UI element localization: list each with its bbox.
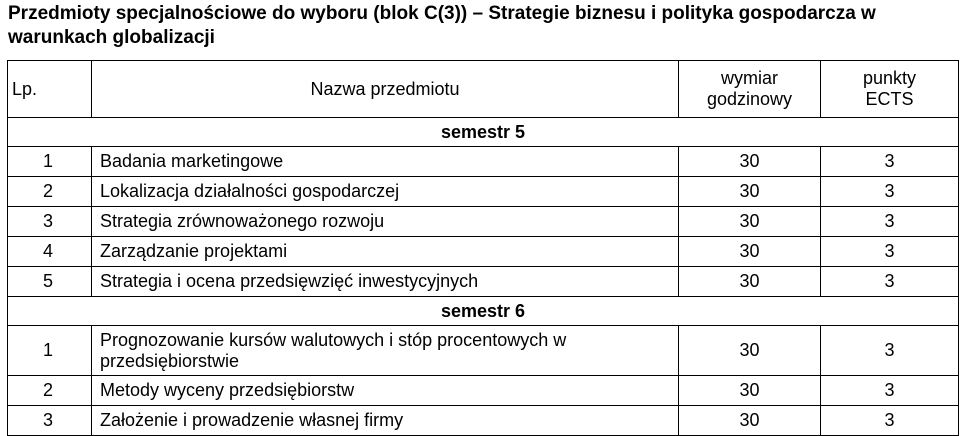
course-lp: 3 xyxy=(8,207,92,237)
course-lp: 5 xyxy=(8,267,92,297)
table-row xyxy=(8,326,959,376)
table-header-row xyxy=(8,61,959,118)
header-name: Nazwa przedmiotu xyxy=(92,61,679,118)
course-ects: 3 xyxy=(821,207,959,237)
page-title: Przedmioty specjalnościowe do wyboru (blok C(3)) – Strategie biznesu i polityka gospodarcza w warunkach globalizacji xyxy=(8,3,876,48)
course-lp: 2 xyxy=(8,177,92,207)
course-ects: 3 xyxy=(821,376,959,406)
table-row xyxy=(8,406,959,436)
course-name-line2: przedsiębiorstwie xyxy=(100,350,240,371)
header-ects-line2: ECTS xyxy=(865,89,914,109)
table-row xyxy=(8,177,959,207)
header-hours xyxy=(679,61,821,118)
course-name: Badania marketingowe xyxy=(92,147,679,177)
table-row xyxy=(8,376,959,406)
course-name-line1: Prognozowanie kursów walutowych i stóp procentowych w xyxy=(100,329,567,350)
course-ects: 3 xyxy=(821,147,959,177)
course-lp: 3 xyxy=(8,406,92,436)
course-hours: 30 xyxy=(679,376,821,406)
table-row xyxy=(8,237,959,267)
course-name: Zarządzanie projektami xyxy=(92,237,679,267)
table-row xyxy=(8,207,959,237)
course-lp: 1 xyxy=(8,326,92,376)
semester-label: semestr 5 xyxy=(8,118,959,147)
course-hours: 30 xyxy=(679,147,821,177)
courses-table xyxy=(7,60,959,436)
course-hours: 30 xyxy=(679,326,821,376)
course-name: Lokalizacja działalności gospodarczej xyxy=(92,177,679,207)
course-hours: 30 xyxy=(679,237,821,267)
course-ects: 3 xyxy=(821,237,959,267)
course-hours: 30 xyxy=(679,267,821,297)
table-row xyxy=(8,267,959,297)
header-hours-line2: godzinowy xyxy=(706,89,793,109)
table-row xyxy=(8,147,959,177)
course-name xyxy=(92,326,679,376)
course-lp: 1 xyxy=(8,147,92,177)
header-hours-line1: wymiar xyxy=(721,68,778,88)
course-hours: 30 xyxy=(679,177,821,207)
course-lp: 2 xyxy=(8,376,92,406)
course-lp: 4 xyxy=(8,237,92,267)
header-ects xyxy=(821,61,959,118)
course-ects: 3 xyxy=(821,177,959,207)
course-name: Metody wyceny przedsiębiorstw xyxy=(92,376,679,406)
course-name: Założenie i prowadzenie własnej firmy xyxy=(92,406,679,436)
semester-row xyxy=(8,118,959,147)
header-ects-line1: punkty xyxy=(862,68,917,88)
course-ects: 3 xyxy=(821,326,959,376)
course-ects: 3 xyxy=(821,406,959,436)
course-hours: 30 xyxy=(679,207,821,237)
header-lp: Lp. xyxy=(8,61,92,118)
course-name: Strategia i ocena przedsięwzięć inwestycyjnych xyxy=(92,267,679,297)
semester-row xyxy=(8,297,959,326)
course-hours: 30 xyxy=(679,406,821,436)
course-name: Strategia zrównoważonego rozwoju xyxy=(92,207,679,237)
semester-label: semestr 6 xyxy=(8,297,959,326)
course-ects: 3 xyxy=(821,267,959,297)
